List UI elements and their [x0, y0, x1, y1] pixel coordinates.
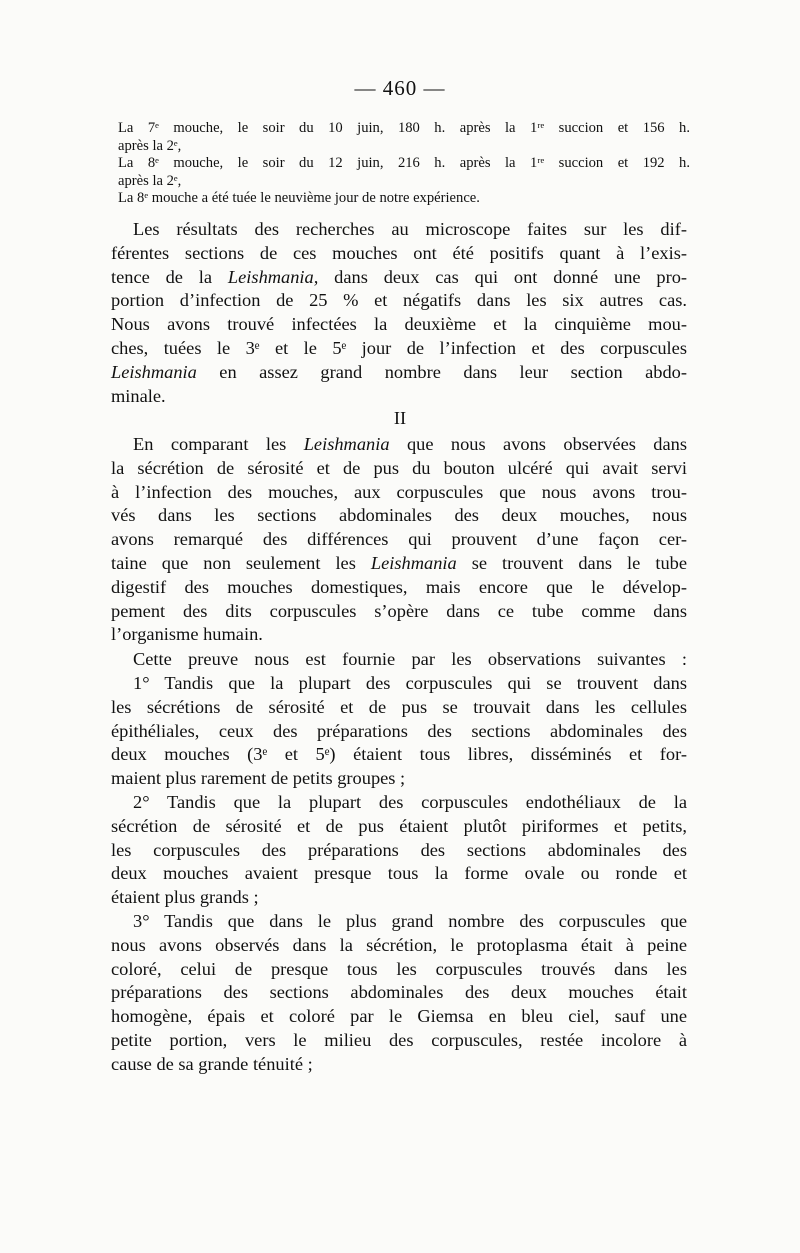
footnote-line: La 8ᵉ mouche a été tuée le neuvième jour de notre expérience.	[118, 190, 480, 206]
point-two	[111, 791, 687, 910]
footnote-line: La 8ᵉ mouche, le soir du 12 juin, 216 h. après la 1ʳᵉ succion et 192 h.	[118, 155, 690, 171]
text-line: sécrétion de sérosité et de pus étaient plutôt piriformes et petits,	[111, 815, 687, 836]
italic-term: Leishmania,	[227, 266, 319, 287]
point-one	[111, 672, 687, 791]
paragraph-proof	[111, 648, 687, 672]
text-line: 2° Tandis que la plupart des corpuscules endothéliaux de la	[133, 792, 687, 812]
italic-term: Leishmania	[303, 434, 390, 454]
text-line: préparations des sections abdominales des deux mouches était	[111, 982, 687, 1003]
text-line: deux mouches avaient presque tous la forme ovale ou ronde et	[111, 863, 687, 884]
page-number: — 460 —	[354, 76, 446, 100]
text-line: taine que non seulement les Leishmania se trouvent dans le tube	[111, 552, 687, 573]
text-line: digestif des mouches domestiques, mais encore que le dévelop-	[111, 576, 687, 597]
text-line: portion d’infection de 25 % et négatifs dans les six autres cas.	[111, 290, 687, 311]
text-line: cause de sa grande ténuité ;	[111, 1053, 313, 1074]
text-line: En comparant les Leishmania que nous avons observées dans	[133, 434, 688, 454]
text-line: avons remarqué des différences qui prouvent d’une façon cer-	[111, 529, 687, 550]
text-line: les sécrétions de sérosité et de pus se trouvait dans les cellules	[111, 696, 687, 717]
text-line: minale.	[111, 385, 166, 406]
text-line: l’organisme humain.	[111, 624, 263, 645]
text-line: Nous avons trouvé infectées la deuxième et la cinquième mou-	[111, 314, 687, 335]
paragraph-results	[111, 218, 687, 408]
text-line: nous avons observés dans la sécrétion, le protoplasma était à peine	[111, 934, 687, 955]
italic-term: Leishmania	[111, 361, 197, 382]
footnote-line: La 7ᵉ mouche, le soir du 10 juin, 180 h. après la 1ʳᵉ succion et 156 h.	[118, 120, 690, 136]
footnote-line: après la 2ᵉ,	[118, 137, 182, 154]
italic-term: Leishmania	[370, 552, 457, 573]
footnote-block	[118, 120, 690, 208]
text-line: pement des dits corpuscules s’opère dans ce tube comme dans	[111, 600, 687, 621]
section-heading: II	[393, 408, 407, 428]
text-line: coloré, celui de presque tous les corpuscules trouvés dans les	[111, 958, 687, 979]
text-line: épithéliales, ceux des préparations des sections abdominales des	[111, 720, 687, 741]
paragraph-comparison	[111, 433, 687, 647]
text-line: maient plus rarement de petits groupes ;	[111, 768, 406, 789]
text-line: homogène, épais et coloré par le Giemsa en bleu ciel, sauf une	[111, 1006, 687, 1027]
point-three	[111, 910, 687, 1077]
text-line: ches, tuées le 3ᵉ et le 5ᵉ jour de l’infection et des corpuscules	[111, 337, 687, 358]
text-line: 1° Tandis que la plupart des corpuscules qui se trouvent dans	[133, 673, 687, 693]
text-line: deux mouches (3ᵉ et 5ᵉ) étaient tous libres, disséminés et for-	[111, 744, 687, 765]
text-line: 3° Tandis que dans le plus grand nombre des corpuscules que	[133, 911, 687, 931]
text-line: la sécrétion de sérosité et de pus du bouton ulcéré qui avait servi	[111, 457, 687, 478]
text-line: à l’infection des mouches, aux corpuscules que nous avons trou-	[111, 481, 687, 502]
text-line: Leishmania en assez grand nombre dans leur section abdo-	[111, 361, 687, 382]
footnote-line: après la 2ᵉ,	[118, 172, 182, 189]
text-line: férentes sections de ces mouches ont été positifs quant à l’exis-	[111, 242, 687, 263]
text-line: étaient plus grands ;	[111, 887, 259, 908]
text-line: Les résultats des recherches au microscope faites sur les dif-	[133, 219, 687, 239]
text-line: petite portion, vers le milieu des corpuscules, restée incolore à	[111, 1029, 687, 1050]
text-line: vés dans les sections abdominales des deux mouches, nous	[111, 505, 687, 526]
text-line: les corpuscules des préparations des sections abdominales des	[111, 839, 687, 860]
text-line: Cette preuve nous est fournie par les observations suivantes :	[133, 649, 687, 669]
text-line: tence de la Leishmania, dans deux cas qui ont donné une pro-	[111, 266, 688, 287]
